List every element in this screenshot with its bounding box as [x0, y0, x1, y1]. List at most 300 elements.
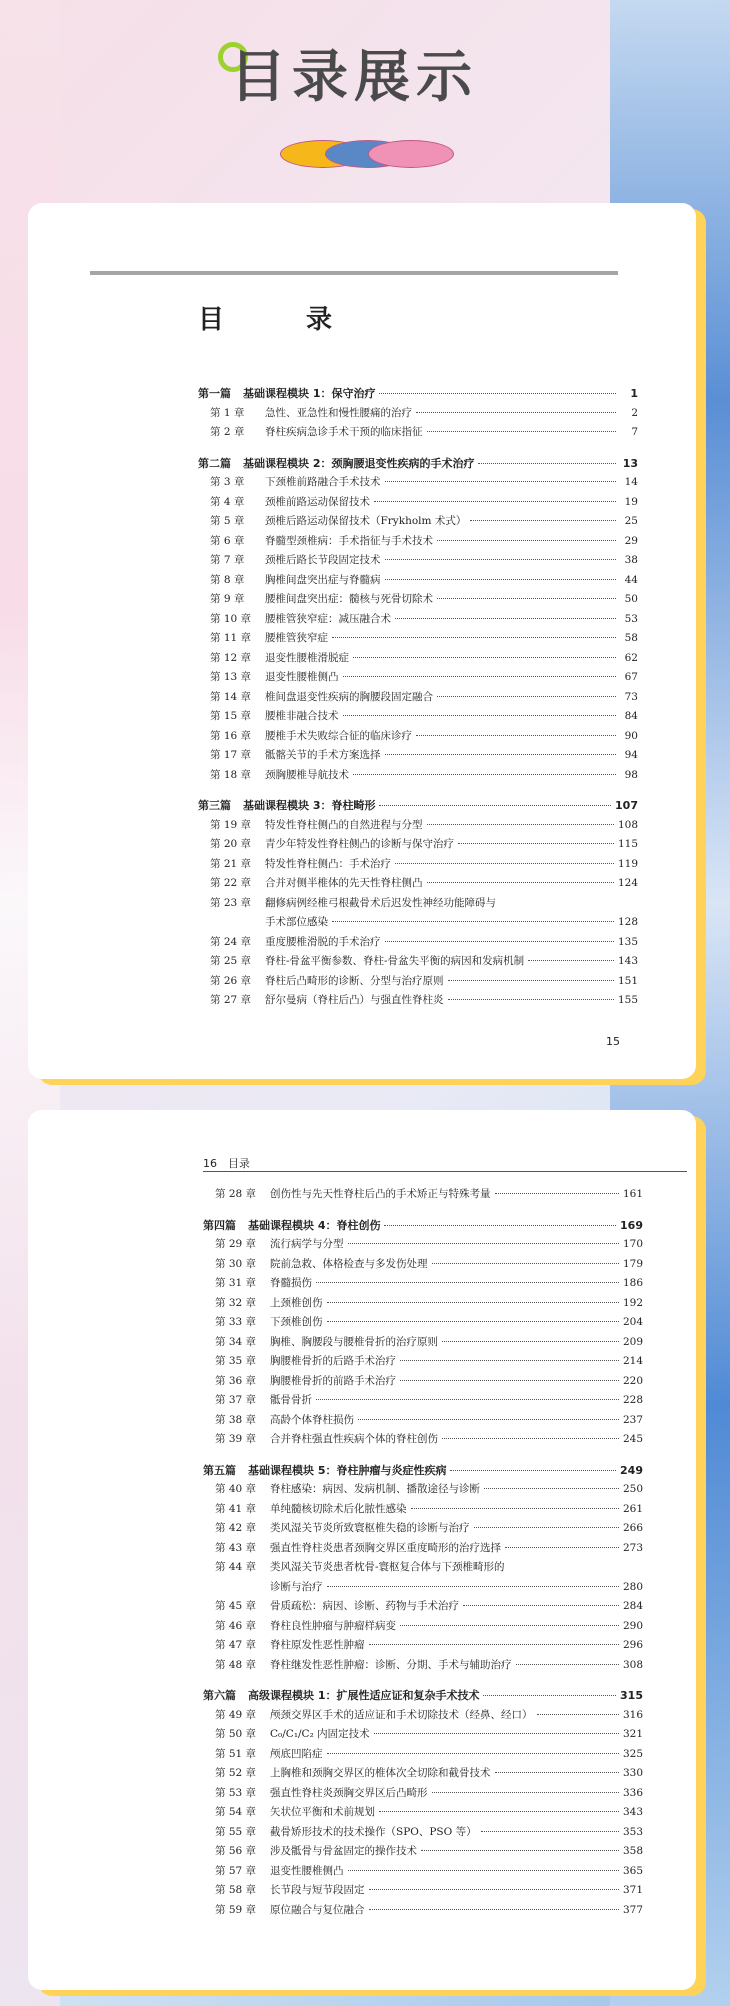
leader-dots [374, 501, 616, 502]
entry-title: 骶髂关节的手术方案选择 [265, 749, 381, 761]
entry-label: 第 53 章 [215, 1786, 257, 1799]
toc-chapter-row [203, 1480, 643, 1500]
entry-page: 115 [617, 838, 638, 850]
entry-title: 特发性脊柱侧凸的自然进程与分型 [265, 818, 423, 831]
toc-chapter-row [203, 1274, 643, 1294]
entry-label: 第 33 章 [215, 1316, 257, 1328]
entry-page: 124 [617, 877, 638, 889]
leader-dots [343, 715, 617, 716]
entry-page: 135 [617, 935, 638, 948]
entry-page: 220 [622, 1374, 643, 1387]
leader-dots [327, 1753, 619, 1754]
leader-dots [458, 843, 614, 844]
entry-page: 273 [622, 1541, 643, 1554]
entry-title: 基础课程模块 4：脊柱创伤 [248, 1218, 381, 1232]
toc-chapter-row [203, 1784, 643, 1804]
entry-title-continued: 诊断与治疗 [270, 1580, 323, 1593]
leader-dots [369, 1909, 619, 1910]
leader-dots [395, 618, 616, 619]
toc-list [198, 384, 638, 1011]
leader-dots [495, 1193, 619, 1194]
leader-dots [348, 1870, 619, 1871]
toc-chapter-row [198, 972, 638, 992]
entry-title: C₀/C₁/C₂ 内固定技术 [270, 1728, 370, 1740]
entry-title: 颈椎后路运动保留技术（Frykholm 术式） [265, 515, 467, 527]
entry-label: 第 31 章 [215, 1277, 257, 1289]
running-head: 16 目录 [203, 1157, 250, 1170]
entry-title: 上颈椎创伤 [270, 1296, 323, 1309]
toc-chapter-row [203, 1764, 643, 1784]
entry-title: 脊柱继发性恶性肿瘤：诊断、分期、手术与辅助治疗 [270, 1658, 512, 1671]
entry-page: 204 [622, 1316, 643, 1328]
toc-chapter-row [203, 1636, 643, 1656]
entry-title: 退变性腰椎侧凸 [265, 671, 339, 683]
leader-dots [448, 999, 614, 1000]
toc-part-row [203, 1461, 643, 1481]
leader-dots [384, 1225, 616, 1226]
entry-title-continued: 手术部位感染 [265, 916, 328, 928]
entry-title: 矢状位平衡和术前规划 [270, 1806, 375, 1818]
toc-chapter-row [198, 746, 638, 766]
entry-label: 第 39 章 [215, 1433, 257, 1445]
entry-title: 胸椎间盘突出症与脊髓病 [265, 573, 381, 586]
entry-title: 腰椎手术失败综合征的临床诊疗 [265, 729, 412, 742]
entry-page: 44 [624, 573, 638, 586]
leader-dots [442, 1438, 619, 1439]
entry-title: 脊柱-骨盆平衡参数、脊柱-骨盆失平衡的病因和发病机制 [265, 955, 525, 967]
entry-title: 舒尔曼病（脊柱后凸）与强直性脊柱炎 [265, 994, 444, 1006]
entry-title: 椎间盘退变性疾病的胸腰段固定融合 [265, 690, 433, 703]
toc-chapter-row [198, 874, 638, 894]
entry-title: 骨质疏松：病因、诊断、药物与手术治疗 [270, 1600, 459, 1612]
entry-label: 第 29 章 [215, 1238, 257, 1250]
entry-label: 第 12 章 [210, 651, 252, 664]
entry-label: 第 57 章 [215, 1864, 257, 1877]
toc-chapter-row [198, 688, 638, 708]
section-gap [198, 443, 638, 454]
toc-chapter-row [203, 1901, 643, 1921]
toc-chapter-row-continued [203, 1578, 643, 1598]
leader-dots [400, 1360, 619, 1361]
entry-title: 颈椎前路运动保留技术 [265, 495, 370, 508]
entry-title: 退变性腰椎侧凸 [270, 1864, 344, 1877]
entry-title: 脊柱原发性恶性肿瘤 [270, 1639, 365, 1651]
toc-chapter-row [198, 894, 638, 914]
entry-label: 第 54 章 [215, 1806, 257, 1818]
toc-chapter-row [198, 727, 638, 747]
leader-dots [400, 1380, 619, 1381]
entry-label: 第 44 章 [215, 1561, 257, 1573]
toc-chapter-row [203, 1372, 643, 1392]
entry-label: 第 55 章 [215, 1825, 257, 1838]
leader-dots [348, 1243, 619, 1244]
entry-title: 脊柱疾病急诊手术干预的临床指征 [265, 426, 423, 438]
entry-label: 第 40 章 [215, 1483, 257, 1495]
entry-title: 脊柱良性肿瘤与肿瘤样病变 [270, 1619, 396, 1632]
leader-dots [379, 393, 616, 394]
entry-label: 第四篇 [203, 1218, 236, 1232]
leader-dots [385, 559, 617, 560]
entry-label: 第 8 章 [210, 573, 245, 586]
section-gap [198, 785, 638, 796]
entry-label: 第 27 章 [210, 994, 252, 1006]
toc-chapter-row [203, 1725, 643, 1745]
page-number: 15 [606, 1035, 620, 1048]
leader-dots [411, 1508, 619, 1509]
entry-title: 流行病学与分型 [270, 1238, 344, 1250]
entry-title: 退变性腰椎滑脱症 [265, 651, 349, 664]
entry-title: 基础课程模块 1：保守治疗 [243, 387, 376, 400]
entry-label: 第 13 章 [210, 671, 252, 683]
toc-chapter-row [203, 1294, 643, 1314]
leader-dots [327, 1321, 619, 1322]
entry-page: 245 [622, 1433, 643, 1445]
leader-dots [353, 774, 616, 775]
entry-page: 98 [624, 768, 638, 781]
entry-label: 第 38 章 [215, 1413, 257, 1426]
toc-chapter-row [203, 1185, 643, 1205]
entry-label: 第 45 章 [215, 1600, 257, 1612]
entry-title: 脊髓型颈椎病：手术指征与手术技术 [265, 534, 433, 547]
leader-dots [427, 882, 614, 883]
entry-label: 第 32 章 [215, 1296, 257, 1309]
entry-page: 170 [622, 1238, 643, 1250]
toc-chapter-row [203, 1255, 643, 1275]
leader-dots [316, 1399, 619, 1400]
toc-page-1 [28, 203, 696, 1079]
leader-dots [505, 1547, 619, 1548]
entry-title: 合并脊柱强直性疾病个体的脊柱创伤 [270, 1433, 438, 1445]
entry-label: 第 26 章 [210, 974, 252, 987]
entry-label: 第 4 章 [210, 495, 245, 508]
toc-chapter-row [203, 1500, 643, 1520]
leader-dots [470, 520, 616, 521]
leader-dots [463, 1605, 619, 1606]
entry-label: 第 58 章 [215, 1884, 257, 1896]
entry-title: 下颈椎前路融合手术技术 [265, 476, 381, 488]
top-rule [90, 271, 618, 275]
entry-title: 颈椎后路长节段固定技术 [265, 554, 381, 566]
entry-title: 骶骨骨折 [270, 1394, 312, 1406]
entry-label: 第 6 章 [210, 534, 245, 547]
entry-page: 261 [622, 1502, 643, 1515]
leader-dots [385, 481, 617, 482]
entry-label: 第 16 章 [210, 729, 252, 742]
entry-title: 胸椎、胸腰段与腰椎骨折的治疗原则 [270, 1335, 438, 1348]
toc-part-row [198, 384, 638, 404]
entry-label: 第 43 章 [215, 1541, 257, 1554]
entry-label: 第一篇 [198, 387, 231, 400]
header [0, 0, 730, 190]
entry-page: 14 [624, 476, 638, 488]
toc-chapter-row [198, 835, 638, 855]
entry-page: 343 [622, 1806, 643, 1818]
toc-chapter-row [203, 1333, 643, 1353]
leader-dots [474, 1527, 619, 1528]
entry-page: 186 [622, 1277, 643, 1289]
leader-dots [385, 579, 617, 580]
entry-label: 第 10 章 [210, 612, 252, 625]
entry-title: 重度腰椎滑脱的手术治疗 [265, 935, 381, 948]
entry-page: 161 [622, 1188, 643, 1200]
entry-label: 第 41 章 [215, 1502, 257, 1515]
entry-page: 29 [624, 534, 638, 547]
leader-dots [432, 1263, 619, 1264]
toc-heading: 目 录 [198, 305, 361, 335]
entry-page: 25 [624, 515, 638, 527]
entry-title: 青少年特发性脊柱侧凸的诊断与保守治疗 [265, 838, 454, 850]
toc-chapter-row [198, 532, 638, 552]
entry-title: 基础课程模块 2：颈胸腰退变性疾病的手术治疗 [243, 456, 475, 470]
entry-label: 第 36 章 [215, 1374, 257, 1387]
leader-dots [358, 1419, 619, 1420]
leader-dots [528, 960, 614, 961]
entry-title: 急性、亚急性和慢性腰痛的治疗 [265, 406, 412, 419]
entry-title: 脊髓损伤 [270, 1277, 312, 1289]
toc-chapter-row [203, 1539, 643, 1559]
entry-label: 第 17 章 [210, 749, 252, 761]
entry-title: 创伤性与先天性脊柱后凸的手术矫正与特殊考量 [270, 1188, 491, 1200]
entry-label: 第 34 章 [215, 1335, 257, 1348]
toc-chapter-row [203, 1235, 643, 1255]
entry-page: 151 [617, 974, 638, 987]
entry-page: 179 [622, 1257, 643, 1270]
entry-label: 第 2 章 [210, 426, 245, 438]
leader-dots [385, 941, 614, 942]
entry-page: 119 [617, 857, 638, 870]
toc-chapter-row [198, 933, 638, 953]
entry-page: 19 [624, 495, 638, 508]
entry-page: 336 [622, 1786, 643, 1799]
entry-title: 强直性脊柱炎颈胸交界区后凸畸形 [270, 1786, 428, 1799]
entry-page: 58 [624, 632, 638, 644]
toc-page-2 [28, 1110, 696, 1990]
entry-title: 下颈椎创伤 [270, 1316, 323, 1328]
entry-page: 296 [622, 1639, 643, 1651]
entry-title: 腰椎管狭窄症：减压融合术 [265, 612, 391, 625]
toc-chapter-row [203, 1430, 643, 1450]
toc-chapter-row [203, 1313, 643, 1333]
entry-page: 325 [622, 1747, 643, 1760]
toc-part-row [203, 1216, 643, 1236]
entry-page: 7 [631, 426, 638, 438]
leader-dots [379, 1811, 619, 1812]
leader-dots [437, 540, 616, 541]
entry-label: 第 11 章 [210, 632, 252, 644]
entry-page: 169 [620, 1218, 643, 1232]
entry-label: 第 14 章 [210, 690, 252, 703]
toc-chapter-row-continued [198, 913, 638, 933]
toc-chapter-row [203, 1862, 643, 1882]
entry-label: 第 42 章 [215, 1522, 257, 1534]
entry-label: 第 19 章 [210, 818, 252, 831]
entry-title: 颅颈交界区手术的适应证和手术切除技术（经鼻、经口） [270, 1708, 533, 1721]
entry-label: 第 20 章 [210, 838, 252, 850]
entry-title: 强直性脊柱炎患者颈胸交界区重度畸形的治疗选择 [270, 1541, 501, 1554]
entry-page: 67 [624, 671, 638, 683]
entry-label: 第 3 章 [210, 476, 245, 488]
entry-page: 143 [617, 955, 638, 967]
leader-dots [437, 696, 616, 697]
entry-label: 第 56 章 [215, 1845, 257, 1857]
entry-title: 胸腰椎骨折的前路手术治疗 [270, 1374, 396, 1387]
entry-page: 2 [631, 406, 638, 419]
toc-chapter-row [198, 493, 638, 513]
entry-label: 第 23 章 [210, 896, 252, 909]
entry-page: 73 [624, 690, 638, 703]
toc-chapter-row [203, 1823, 643, 1843]
entry-page: 315 [620, 1689, 643, 1702]
leader-dots [421, 1850, 619, 1851]
leader-dots [448, 980, 614, 981]
leader-dots [427, 824, 614, 825]
entry-page: 249 [620, 1463, 643, 1477]
entry-title: 原位融合与复位融合 [270, 1903, 365, 1916]
toc-chapter-row [198, 590, 638, 610]
leader-dots [481, 1831, 619, 1832]
entry-page: 365 [622, 1864, 643, 1877]
leader-dots [332, 637, 616, 638]
entry-title: 基础课程模块 3：脊柱畸形 [243, 799, 376, 812]
entry-title: 高龄个体脊柱损伤 [270, 1413, 354, 1426]
entry-page: 377 [622, 1903, 643, 1916]
entry-page: 50 [624, 593, 638, 605]
entry-page: 250 [622, 1483, 643, 1495]
leader-dots [495, 1772, 619, 1773]
toc-part-row [198, 454, 638, 474]
entry-page: 237 [622, 1413, 643, 1426]
entry-label: 第 5 章 [210, 515, 245, 527]
toc-chapter-row [198, 707, 638, 727]
entry-page: 192 [622, 1296, 643, 1309]
entry-page: 1 [630, 387, 638, 400]
entry-page: 290 [622, 1619, 643, 1632]
entry-page: 155 [617, 994, 638, 1006]
entry-label: 第 24 章 [210, 935, 252, 948]
leader-dots [416, 412, 616, 413]
entry-title: 类风湿关节炎患者枕骨-寰枢复合体与下颈椎畸形的 [270, 1561, 505, 1573]
leader-dots [437, 598, 616, 599]
entry-label: 第 21 章 [210, 857, 252, 870]
entry-title: 基础课程模块 5：脊柱肿瘤与炎症性疾病 [248, 1463, 447, 1477]
entry-page: 316 [622, 1708, 643, 1721]
toc-part-row [203, 1686, 643, 1706]
entry-title: 涉及骶骨与骨盆固定的操作技术 [270, 1845, 417, 1857]
leader-dots [385, 754, 617, 755]
toc-chapter-row [198, 991, 638, 1011]
entry-label: 第 30 章 [215, 1257, 257, 1270]
entry-title: 特发性脊柱侧凸：手术治疗 [265, 857, 391, 870]
toc-chapter-row [198, 404, 638, 424]
running-rule [203, 1171, 687, 1172]
leader-dots [516, 1664, 619, 1665]
toc-chapter-row [203, 1881, 643, 1901]
entry-page: 209 [622, 1335, 643, 1348]
leader-dots [327, 1586, 619, 1587]
entry-page: 330 [622, 1767, 643, 1779]
toc-chapter-row [203, 1411, 643, 1431]
toc-chapter-row [198, 952, 638, 972]
leader-dots [395, 863, 614, 864]
entry-label: 第 37 章 [215, 1394, 257, 1406]
toc-chapter-row [198, 512, 638, 532]
entry-label: 第 59 章 [215, 1903, 257, 1916]
entry-label: 第 46 章 [215, 1619, 257, 1632]
entry-page: 62 [624, 651, 638, 664]
toc-chapter-row [198, 629, 638, 649]
entry-page: 84 [624, 710, 638, 722]
entry-label: 第 15 章 [210, 710, 252, 722]
leader-dots [400, 1625, 619, 1626]
toc-chapter-row [203, 1597, 643, 1617]
entry-page: 284 [622, 1600, 643, 1612]
entry-title: 脊柱感染：病因、发病机制、播散途径与诊断 [270, 1483, 480, 1495]
entry-label: 第 49 章 [215, 1708, 257, 1721]
leader-dots [353, 657, 616, 658]
toc-chapter-row [203, 1352, 643, 1372]
entry-title: 胸腰椎骨折的后路手术治疗 [270, 1355, 396, 1367]
entry-title: 上胸椎和颈胸交界区的椎体次全切除和截骨技术 [270, 1767, 491, 1779]
leader-dots [484, 1488, 619, 1489]
toc-chapter-row [203, 1519, 643, 1539]
entry-label: 第 18 章 [210, 768, 252, 781]
entry-page: 321 [622, 1728, 643, 1740]
entry-title: 高级课程模块 1：扩展性适应证和复杂手术技术 [248, 1689, 480, 1702]
leader-dots [442, 1341, 619, 1342]
leader-dots [450, 1470, 616, 1471]
leader-dots [427, 431, 617, 432]
leader-dots [369, 1889, 619, 1890]
toc-chapter-row [203, 1745, 643, 1765]
entry-label: 第 35 章 [215, 1355, 257, 1367]
entry-label: 第 22 章 [210, 877, 252, 889]
entry-title: 单纯髓核切除术后化脓性感染 [270, 1502, 407, 1515]
entry-title: 腰椎管狭窄症 [265, 632, 328, 644]
page-title: 目录展示 [230, 45, 478, 110]
entry-page: 128 [617, 916, 638, 928]
toc-list [203, 1185, 643, 1920]
entry-title: 脊柱后凸畸形的诊断、分型与治疗原则 [265, 974, 444, 987]
entry-page: 94 [624, 749, 638, 761]
leader-dots [432, 1792, 619, 1793]
entry-title: 翻修病例经椎弓根截骨术后迟发性神经功能障碍与 [265, 896, 496, 909]
entry-title: 长节段与短节段固定 [270, 1884, 365, 1896]
entry-label: 第 50 章 [215, 1728, 257, 1740]
entry-label: 第 52 章 [215, 1767, 257, 1779]
toc-part-row [198, 796, 638, 816]
entry-title: 合并对侧半椎体的先天性脊柱侧凸 [265, 877, 423, 889]
entry-title: 腰椎间盘突出症：髓核与死骨切除术 [265, 593, 433, 605]
entry-label: 第 7 章 [210, 554, 245, 566]
entry-page: 266 [622, 1522, 643, 1534]
entry-title: 类风湿关节炎所致寰枢椎失稳的诊断与治疗 [270, 1522, 470, 1534]
entry-page: 228 [622, 1394, 643, 1406]
leader-dots [483, 1695, 616, 1696]
toc-chapter-row [203, 1391, 643, 1411]
entry-page: 107 [615, 799, 638, 812]
toc-chapter-row [203, 1617, 643, 1637]
leader-dots [478, 463, 616, 464]
leader-dots [416, 735, 616, 736]
entry-title: 颅底凹陷症 [270, 1747, 323, 1760]
toc-chapter-row [198, 816, 638, 836]
section-gap [203, 1205, 643, 1216]
toc-chapter-row [203, 1803, 643, 1823]
entry-page: 53 [624, 612, 638, 625]
entry-page: 308 [622, 1658, 643, 1671]
entry-label: 第 1 章 [210, 406, 245, 419]
leader-dots [316, 1282, 619, 1283]
